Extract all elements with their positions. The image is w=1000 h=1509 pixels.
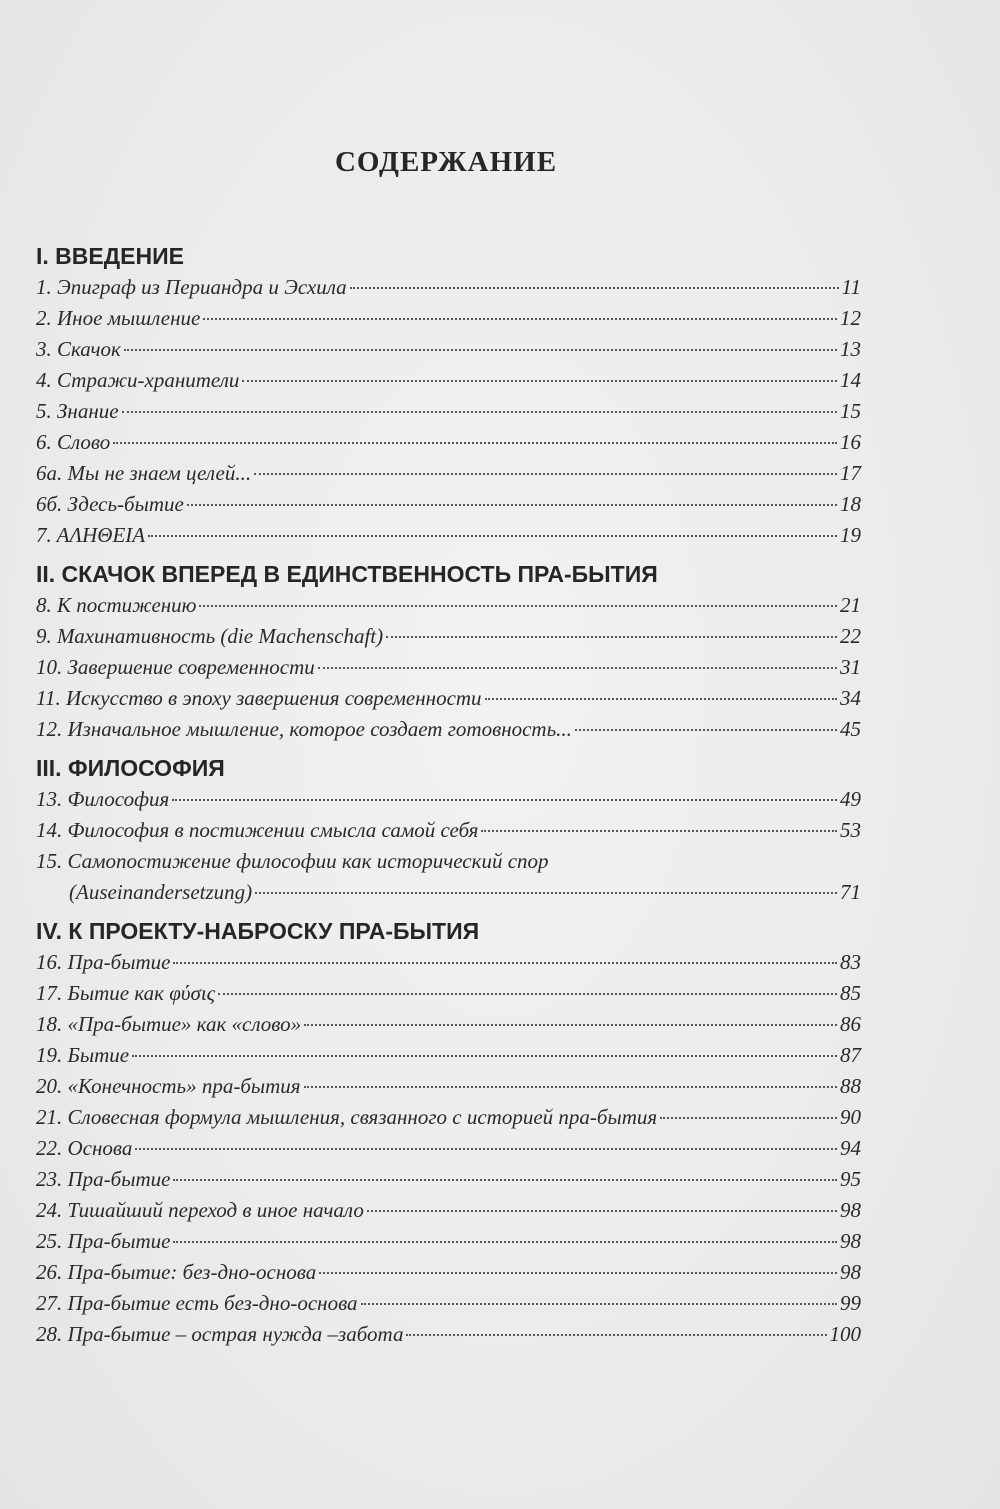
entry-page: 98 <box>840 1229 861 1253</box>
toc-section <box>36 240 861 551</box>
entry-page: 94 <box>840 1136 861 1160</box>
toc-section <box>36 558 861 745</box>
entry-label: 5. Знание <box>36 399 119 423</box>
dot-leader <box>386 636 837 638</box>
entry-page: 98 <box>840 1198 861 1222</box>
entry-page: 88 <box>840 1074 861 1098</box>
entry-page: 85 <box>840 981 861 1005</box>
dot-leader <box>173 962 837 964</box>
toc-entry[interactable] <box>36 1164 861 1195</box>
entry-page: 99 <box>840 1291 861 1315</box>
entry-page: 21 <box>840 593 861 617</box>
section-heading: II. СКАЧОК ВПЕРЕД В ЕДИНСТВЕННОСТЬ ПРА-БЫТИЯ <box>36 561 658 587</box>
dot-leader <box>255 892 837 894</box>
dot-leader <box>406 1334 826 1336</box>
dot-leader <box>203 318 837 320</box>
toc-entry[interactable] <box>36 590 861 621</box>
entry-page: 98 <box>840 1260 861 1284</box>
dot-leader <box>124 349 837 351</box>
entry-page: 100 <box>829 1322 861 1346</box>
table-of-contents <box>36 240 861 1357</box>
dot-leader <box>304 1086 837 1088</box>
entry-page: 71 <box>840 880 861 904</box>
entry-label: 27. Пра-бытие есть без-дно-основа <box>36 1291 358 1315</box>
toc-entry[interactable] <box>36 978 861 1009</box>
dot-leader <box>173 1241 837 1243</box>
dot-leader <box>173 1179 837 1181</box>
entry-page: 17 <box>840 461 861 485</box>
entry-page: 22 <box>840 624 861 648</box>
dot-leader <box>481 830 837 832</box>
entry-label-line2: (Auseinandersetzung) <box>69 880 253 904</box>
toc-entry[interactable] <box>36 1071 861 1102</box>
toc-entry[interactable] <box>36 427 861 458</box>
toc-entry[interactable] <box>36 334 861 365</box>
entry-page: 87 <box>840 1043 861 1067</box>
entry-page: 53 <box>840 818 861 842</box>
entry-page: 18 <box>840 492 861 516</box>
toc-entry[interactable] <box>36 1288 861 1319</box>
toc-entry[interactable] <box>36 621 861 652</box>
dot-leader <box>242 380 837 382</box>
entry-label: 21. Словесная формула мышления, связанного с историей пра-бытия <box>36 1105 658 1129</box>
entry-label: 17. Бытие как φύσις <box>36 981 216 1005</box>
entry-page: 13 <box>840 337 861 361</box>
entry-label: 3. Скачок <box>36 337 121 361</box>
entry-label: 13. Философия <box>36 787 170 811</box>
entry-label: 6б. Здесь-бытие <box>36 492 184 516</box>
entry-label: 11. Искусство в эпоху завершения современности <box>36 686 482 710</box>
entry-page: 95 <box>840 1167 861 1191</box>
entry-page: 15 <box>840 399 861 423</box>
entry-label: 12. Изначальное мышление, которое создает готовность... <box>36 717 572 741</box>
entry-page: 90 <box>840 1105 861 1129</box>
toc-entry[interactable] <box>36 1226 861 1257</box>
dot-leader <box>660 1117 837 1119</box>
section-heading: I. ВВЕДЕНИЕ <box>36 243 184 269</box>
entry-label: 20. «Конечность» пра-бытия <box>36 1074 301 1098</box>
toc-entry[interactable] <box>36 1195 861 1226</box>
toc-entry[interactable] <box>36 489 861 520</box>
page-title: СОДЕРЖАНИЕ <box>334 146 558 178</box>
toc-entry[interactable] <box>36 520 861 551</box>
dot-leader <box>122 411 837 413</box>
entry-page: 83 <box>840 950 861 974</box>
toc-section <box>36 752 861 908</box>
entry-label: 28. Пра-бытие – острая нужда –забота <box>36 1322 404 1346</box>
entry-page: 49 <box>840 787 861 811</box>
entry-label: 22. Основа <box>36 1136 133 1160</box>
toc-entry[interactable] <box>36 714 861 745</box>
dot-leader <box>218 993 837 995</box>
dot-leader <box>361 1303 837 1305</box>
entry-label-line1: 15. Самопостижение философии как исторический спор <box>36 849 549 873</box>
entry-label: 26. Пра-бытие: без-дно-основа <box>36 1260 317 1284</box>
entry-label: 6. Слово <box>36 430 111 454</box>
entry-page: 31 <box>840 655 861 679</box>
section-heading: IV. К ПРОЕКТУ-НАБРОСКУ ПРА-БЫТИЯ <box>36 918 480 944</box>
dot-leader <box>135 1148 837 1150</box>
toc-entry[interactable] <box>36 1319 861 1350</box>
toc-entry[interactable] <box>36 365 861 396</box>
entry-page: 45 <box>840 717 861 741</box>
entry-page: 34 <box>840 686 861 710</box>
toc-entry[interactable] <box>36 947 861 978</box>
entry-label: 14. Философия в постижении смысла самой себя <box>36 818 479 842</box>
dot-leader <box>199 605 837 607</box>
toc-entry[interactable] <box>36 396 861 427</box>
entry-page: 11 <box>841 275 861 299</box>
toc-entry[interactable] <box>36 784 861 815</box>
entry-label: 1. Эпиграф из Периандра и Эсхила <box>36 275 347 299</box>
entry-page: 14 <box>840 368 861 392</box>
entry-page: 19 <box>840 523 861 547</box>
toc-entry[interactable] <box>36 683 861 714</box>
entry-label: 4. Стражи-хранители <box>36 368 240 392</box>
entry-label: 6а. Мы не знаем целей... <box>36 461 252 485</box>
entry-label: 24. Тишайший переход в иное начало <box>36 1198 364 1222</box>
dot-leader <box>575 729 837 731</box>
entry-page: 86 <box>840 1012 861 1036</box>
entry-page: 12 <box>840 306 861 330</box>
dot-leader <box>113 442 837 444</box>
dot-leader <box>367 1210 837 1212</box>
entry-label: 2. Иное мышление <box>36 306 201 330</box>
dot-leader <box>485 698 837 700</box>
dot-leader <box>148 535 837 537</box>
dot-leader <box>132 1055 837 1057</box>
toc-entry[interactable] <box>36 1257 861 1288</box>
toc-entry[interactable] <box>36 1102 861 1133</box>
toc-entry[interactable] <box>36 458 861 489</box>
dot-leader <box>350 287 839 289</box>
entry-label: 8. К постижению <box>36 593 197 617</box>
toc-entry[interactable] <box>36 652 861 683</box>
entry-label: 18. «Пра-бытие» как «слово» <box>36 1012 302 1036</box>
dot-leader <box>319 1272 837 1274</box>
toc-entry[interactable] <box>36 1133 861 1164</box>
dot-leader <box>318 667 837 669</box>
toc-entry[interactable] <box>36 815 861 846</box>
entry-label: 25. Пра-бытие <box>36 1229 171 1253</box>
entry-continuation <box>36 877 861 908</box>
entry-page: 16 <box>840 430 861 454</box>
toc-entry[interactable] <box>36 1040 861 1071</box>
dot-leader <box>187 504 837 506</box>
dot-leader <box>304 1024 837 1026</box>
entry-label: 16. Пра-бытие <box>36 950 171 974</box>
dot-leader <box>254 473 837 475</box>
entry-label: 9. Махинативность (die Machenschaft) <box>36 624 384 648</box>
toc-section <box>36 915 861 1350</box>
toc-entry-wrapped[interactable] <box>36 846 861 908</box>
entry-label: 10. Завершение современности <box>36 655 315 679</box>
toc-entry[interactable] <box>36 272 861 303</box>
entry-label: 19. Бытие <box>36 1043 130 1067</box>
section-heading: III. ФИЛОСОФИЯ <box>36 755 225 781</box>
entry-label: 7. ΑΛΗΘΕΙΑ <box>36 523 146 547</box>
dot-leader <box>172 799 837 801</box>
toc-entry[interactable] <box>36 1009 861 1040</box>
entry-label: 23. Пра-бытие <box>36 1167 171 1191</box>
toc-entry[interactable] <box>36 303 861 334</box>
